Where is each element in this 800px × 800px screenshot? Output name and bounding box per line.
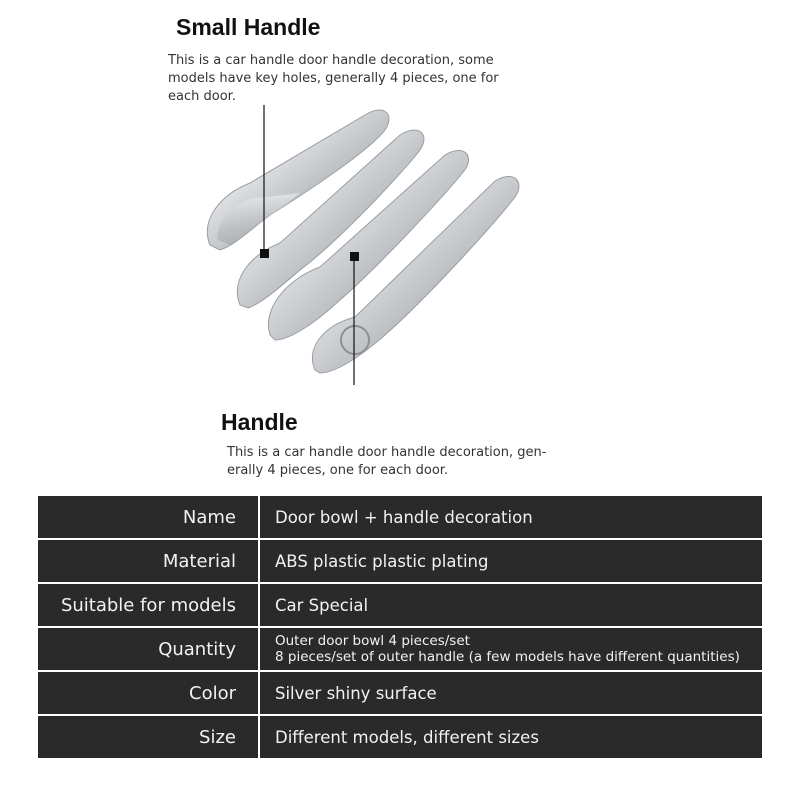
spec-label: Quantity bbox=[38, 628, 258, 670]
callout-marker-small bbox=[260, 249, 269, 258]
spec-row-quantity bbox=[38, 628, 762, 670]
spec-label: Suitable for models bbox=[38, 584, 258, 626]
small-handle-description: This is a car handle door handle decoration, some models have key holes, generally 4 pieces, one for each door. bbox=[168, 53, 499, 104]
spec-value: Silver shiny surface bbox=[260, 672, 762, 714]
spec-label: Size bbox=[38, 716, 258, 758]
spec-value: Car Special bbox=[260, 584, 762, 626]
spec-value: Different models, different sizes bbox=[260, 716, 762, 758]
chrome-handle-cover-image bbox=[190, 95, 530, 385]
handle-description: This is a car handle door handle decoration, gen-erally 4 pieces, one for each door. bbox=[227, 445, 547, 478]
spec-value-line: 8 pieces/set of outer handle (a few models have different quantities) bbox=[275, 649, 740, 665]
spec-row-color bbox=[38, 672, 762, 714]
spec-label: Material bbox=[38, 540, 258, 582]
spec-value: Door bowl + handle decoration bbox=[260, 496, 762, 538]
spec-table bbox=[38, 496, 762, 758]
spec-label: Color bbox=[38, 672, 258, 714]
spec-row-size bbox=[38, 716, 762, 758]
spec-value-line: Outer door bowl 4 pieces/set bbox=[275, 633, 470, 649]
spec-value bbox=[260, 628, 762, 670]
spec-row-name bbox=[38, 496, 762, 538]
handle-title: Handle bbox=[221, 409, 298, 435]
spec-label: Name bbox=[38, 496, 258, 538]
spec-row-models bbox=[38, 584, 762, 626]
spec-row-material bbox=[38, 540, 762, 582]
small-handle-title: Small Handle bbox=[176, 14, 321, 40]
callout-marker-handle bbox=[350, 252, 359, 261]
spec-value: ABS plastic plastic plating bbox=[260, 540, 762, 582]
